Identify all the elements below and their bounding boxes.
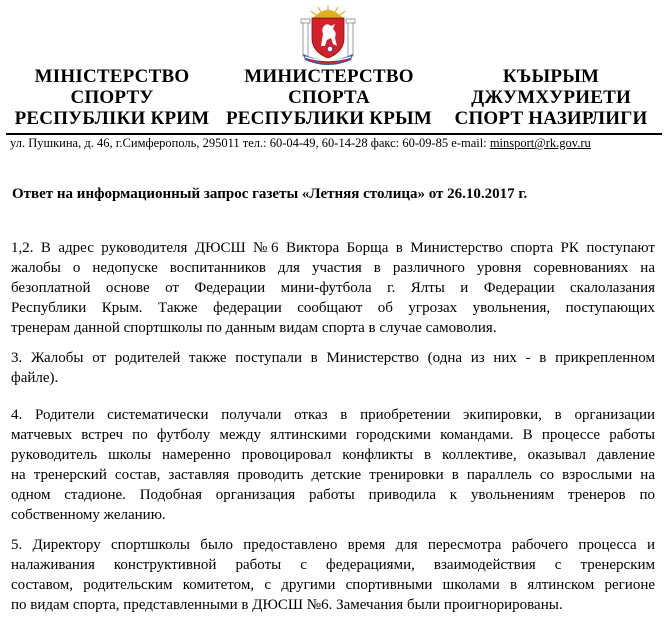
paragraph-line: налаживания конструктивной работы с федерациями, взаимодействия с тренерским (11, 557, 655, 573)
email-link[interactable]: minsport@rk.gov.ru (489, 136, 591, 150)
header-line: РЕСПУБЛИКИ КРЫМ (225, 108, 433, 129)
header-line: МИНИСТЕРСТВО (244, 66, 414, 87)
header-line: ДЖУМХУРИЕТИ (471, 87, 631, 108)
paragraph-line: составом, родительским комитетом, с другими спортивными школами в ялтинском регионе (11, 577, 655, 593)
header-line: МІНІСТЕРСТВО (34, 66, 190, 87)
paragraph-3 (11, 348, 655, 388)
paragraph-line: безоплатной основе от Федерации мини-футбола г. Ялты и Федерации скалолазания (11, 280, 655, 296)
paragraph-line: Республики Крым. Также федерации сообщают об угрозах увольнения, поступающих (11, 300, 655, 316)
paragraph-line: руководитель школы намеренно провоцировал конфликты в коллективе, оказывал давление (11, 447, 655, 463)
document-title: Ответ на информационный запрос газеты «Летняя столица» от 26.10.2017 г. (12, 186, 528, 202)
paragraph-line: по видам спорта, представленными в ДЮСШ №6. Замечания были проигнорированы. (11, 597, 563, 613)
address-email-label: e-mail: (451, 136, 487, 150)
paragraph-line: тренерам данной спортшколы по данным видам спорта в случае самоволия. (11, 320, 497, 336)
header-ukrainian (6, 66, 218, 129)
header-line: СПОРТА (288, 87, 370, 108)
paragraph-line: жалобы о недопуске воспитанников для участия в различного уровня соревнованиях на (11, 260, 655, 276)
paragraph-line: 5. Директору спортшколы было предоставлено время для пересмотра рабочего процесса и (11, 537, 655, 553)
paragraph-line: 3. Жалобы от родителей также поступали в Министерство (одна из них - в прикрепленном (11, 350, 655, 366)
header-line: СПОРТУ (70, 87, 154, 108)
paragraph-line: 1,2. В адрес руководителя ДЮСШ №6 Виктора Борща в Министерство спорта РК поступают (11, 240, 655, 256)
header-line: КЪЫРЫМ (502, 66, 600, 87)
header-line: РЕСПУБЛІКИ КРИМ (14, 108, 210, 129)
paragraph-line: одном стадионе. Подобная организация работы приводила к увольнениям тренеров по (11, 487, 655, 503)
address-phones: тел.: 60-04-49, 60-14-28 (242, 136, 368, 150)
paragraph-4 (11, 405, 655, 525)
paragraph-line: матчевых встреч по футболу между ялтинскими городскими командами. В процессе работы (11, 427, 655, 443)
paragraph-line: 4. Родители систематически получали отказ в приобретении экипировки, в организации (11, 407, 655, 423)
paragraph-1-2 (11, 238, 655, 338)
address-line (10, 135, 660, 151)
paragraph-5 (11, 535, 655, 615)
paragraph-line: собственному желанию. (11, 507, 166, 523)
header-russian (222, 66, 436, 129)
paragraph-line: файле). (11, 370, 59, 386)
header-line: СПОРТ НАЗИРЛИГИ (454, 108, 648, 129)
address-fax: факс: 60-09-85 (370, 136, 449, 150)
coat-of-arms-icon (297, 4, 359, 66)
paragraph-line: на тренерский состав, заставляя проводить детские тренировки в параллель со взрослыми на (11, 467, 655, 483)
address-street: ул. Пушкина, д. 46, г.Симферополь, 295011 (10, 136, 240, 150)
header-crimean-tatar (437, 66, 665, 129)
